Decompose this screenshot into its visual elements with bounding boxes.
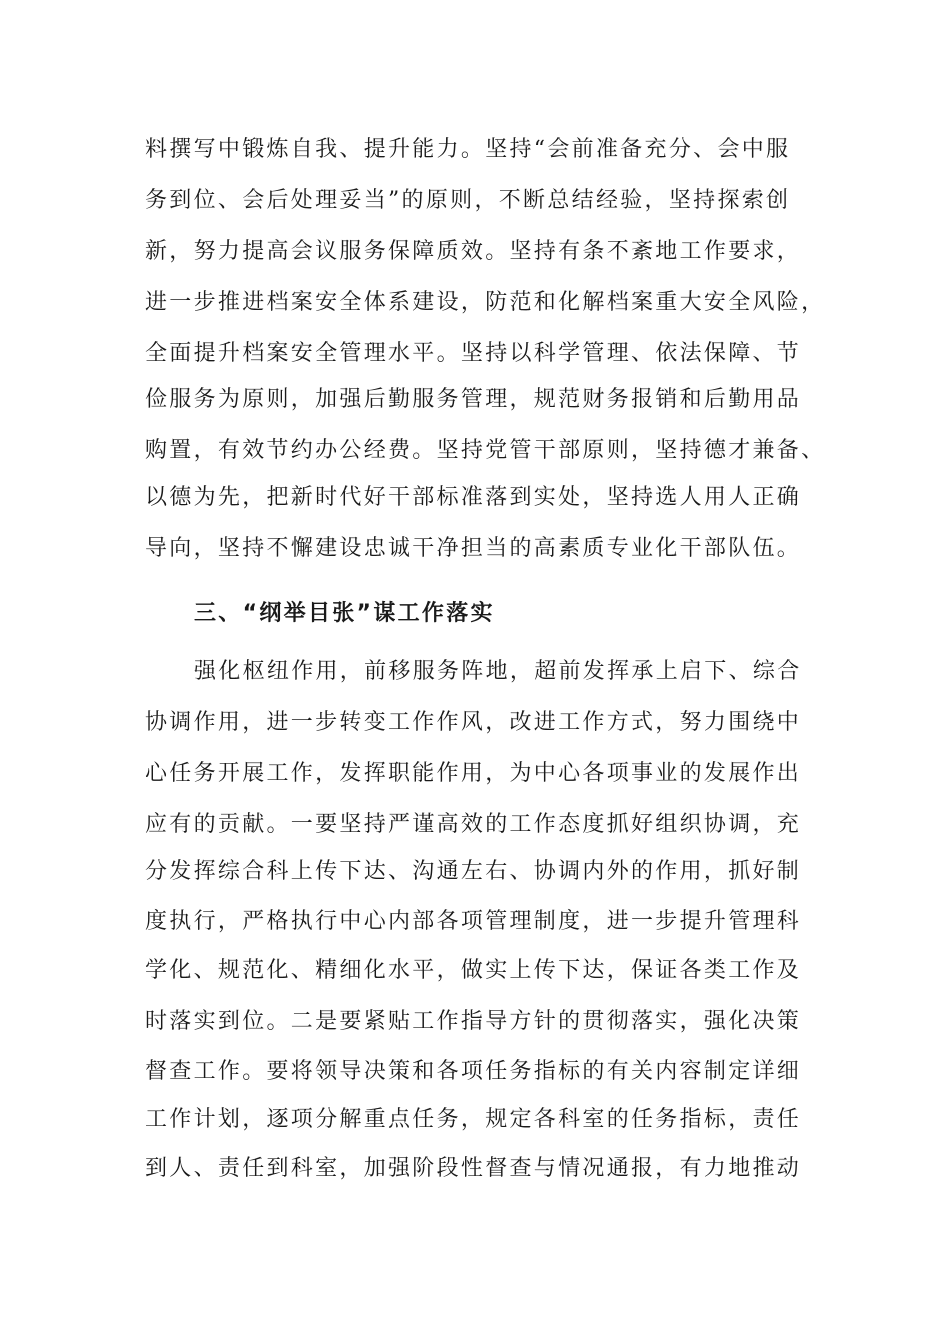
- paragraph-line: 强化枢纽作用，前移服务阵地，超前发挥承上启下、综合: [194, 659, 802, 684]
- paragraph-line: 督查工作。要将领导决策和各项任务指标的有关内容制定详细: [145, 1059, 802, 1084]
- paragraph-line: 新，努力提高会议服务保障质效。坚持有条不紊地工作要求，: [145, 239, 802, 264]
- paragraph-line: 以德为先，把新时代好干部标准落到实处，坚持选人用人正确: [145, 485, 802, 510]
- paragraph-line: 导向，坚持不懈建设忠诚干净担当的高素质专业化干部队伍。: [145, 536, 802, 561]
- paragraph-line: 学化、规范化、精细化水平，做实上传下达，保证各类工作及: [145, 958, 802, 983]
- paragraph-line: 分发挥综合科上传下达、沟通左右、协调内外的作用，抓好制: [145, 859, 802, 884]
- paragraph-line: 工作计划，逐项分解重点任务，规定各科室的任务指标，责任: [145, 1107, 802, 1132]
- paragraph-line: 协调作用，进一步转变工作作风，改进工作方式，努力围绕中: [145, 710, 802, 735]
- paragraph-line: 料撰写中锻炼自我、提升能力。坚持“会前准备充分、会中服: [145, 137, 791, 162]
- paragraph-line: 度执行，严格执行中心内部各项管理制度，进一步提升管理科: [145, 909, 802, 934]
- paragraph-line: 应有的贡献。一要坚持严谨高效的工作态度抓好组织协调，充: [145, 812, 802, 837]
- paragraph-line: 时落实到位。二是要紧贴工作指导方针的贯彻落实，强化决策: [145, 1009, 802, 1034]
- paragraph-line: 购置，有效节约办公经费。坚持党管干部原则，坚持德才兼备、: [145, 438, 826, 463]
- section-heading: 三、“纲举目张”谋工作落实: [194, 601, 495, 626]
- paragraph-line: 心任务开展工作，发挥职能作用，为中心各项事业的发展作出: [145, 761, 802, 786]
- paragraph-line: 全面提升档案安全管理水平。坚持以科学管理、依法保障、节: [145, 341, 802, 366]
- paragraph-line: 务到位、会后处理妥当”的原则，不断总结经验，坚持探索创: [145, 188, 791, 213]
- paragraph-line: 到人、责任到科室，加强阶段性督查与情况通报，有力地推动: [145, 1156, 802, 1181]
- paragraph-line: 进一步推进档案安全体系建设，防范和化解档案重大安全风险，: [145, 290, 826, 315]
- paragraph-line: 俭服务为原则，加强后勤服务管理，规范财务报销和后勤用品: [145, 387, 802, 412]
